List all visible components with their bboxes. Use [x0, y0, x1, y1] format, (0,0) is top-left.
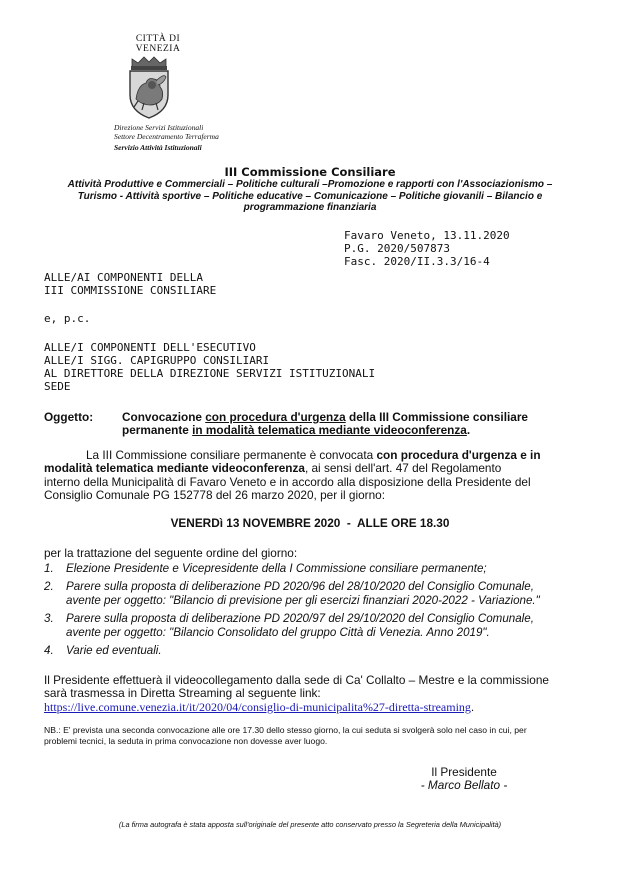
city-line-1: CITTÀ DI — [135, 34, 181, 44]
protocol-number: P.G. 2020/507873 — [344, 242, 450, 255]
direction-line: Direzione Servizi Istituzionali — [114, 123, 204, 132]
meeting-date: VENERDì 13 NOVEMBRE 2020 - ALLE ORE 18.30 — [170, 516, 450, 530]
subject-label: Oggetto: — [44, 410, 94, 424]
agenda-item — [44, 562, 596, 575]
para-line-4: Consiglio Comunale PG 152778 del 26 marzo 2020, per il giorno: — [44, 488, 386, 503]
nb-line-1: NB.: E' prevista una seconda convocazione alle ore 17.30 dello stesso giorno, la cui seduta si svolgerà solo nel caso in cui, per — [44, 725, 527, 735]
streaming-link[interactable]: https://live.comune.venezia.it/it/2020/04/consiglio-di-municipalita%27-diretta-streaming — [44, 699, 471, 714]
para-line-1 — [44, 449, 580, 462]
agenda-number: 4. — [44, 644, 54, 658]
agenda-line: avente per oggetto: "Bilancio Consolidato del gruppo Città di Venezia. Anno 2019". — [66, 625, 490, 639]
signature-name: - Marco Bellato - — [420, 778, 508, 793]
subtitle-line-1: Attività Produttive e Commerciali – Politiche culturali –Promozione e rapporti con l'Associazionismo – — [67, 179, 553, 190]
footer-note: (La firma autografa è stata apposta sull'originale del presente atto conservato presso la Segreteria della Municipalità) — [118, 820, 502, 829]
sector-line: Settore Decentramento Terraferma — [114, 131, 219, 141]
protocol-block — [344, 229, 604, 268]
recipients-cc — [44, 341, 464, 393]
streaming-line-1: Il Presidente effettuerà il videocollegamento dalla sede di Ca' Collalto – Mestre e la commissione — [44, 673, 549, 687]
signature-block — [394, 766, 534, 793]
convocation-paragraph — [44, 449, 580, 503]
commission-title: III Commissione Consiliare — [224, 165, 396, 179]
recipient-line-1: ALLE/AI COMPONENTI DELLA — [44, 271, 203, 284]
subject-telematic: in modalità telematica mediante videoconferenza — [192, 423, 467, 438]
subject-line-1 — [122, 411, 528, 424]
recipients-main — [44, 271, 444, 297]
subject-part-3: della III Commissione consiliare — [345, 410, 528, 424]
cc-line-3: AL DIRETTORE DELLA DIREZIONE SERVIZI ISTITUZIONALI — [44, 367, 376, 380]
agenda-item — [44, 612, 596, 639]
agenda-number: 3. — [44, 612, 54, 626]
subject-line-2 — [44, 424, 584, 437]
place-date: Favaro Veneto, 13.11.2020 — [344, 229, 510, 242]
para-1a: La III Commissione consiliare permanente è convocata — [86, 448, 377, 462]
streaming-line-2: sarà trasmessa in Diretta Streaming al seguente link: — [44, 686, 321, 701]
subject-line2-a: permanente — [122, 423, 193, 438]
cc-line-1: ALLE/I COMPONENTI DELL'ESECUTIVO — [44, 341, 256, 354]
agenda-item — [44, 644, 596, 658]
agenda-number: 1. — [44, 562, 54, 575]
city-line-2: VENEZIA — [135, 44, 181, 54]
para-line-3: interno della Municipalità di Favaro Veneto e in accordo alla disposizione della Presidente del — [44, 474, 531, 489]
agenda-item — [44, 580, 596, 607]
subject-line2-end: . — [466, 423, 471, 438]
nb-line-2: problemi tecnici, la seduta in prima convocazione non dovesse aver luogo. — [44, 736, 328, 746]
agenda-line: avente per oggetto: "Bilancio di previsione per gli esercizi finanziari 2020-2022 - Variazione." — [66, 593, 540, 607]
signature-role: Il Presidente — [431, 765, 497, 779]
agenda-number: 2. — [44, 580, 54, 594]
cc-line-4: SEDE — [44, 380, 71, 393]
agenda-line: Parere sulla proposta di deliberazione PD 2020/96 del 28/10/2020 del Consiglio Comunale, — [66, 580, 534, 594]
para-1b: con procedura d'urgenza e in — [376, 448, 541, 462]
letterhead-direction — [114, 124, 234, 141]
letterhead-service: Servizio Attività Istituzionali — [114, 143, 202, 152]
subtitle-line-2: Turismo - Attività sportive – Politiche educative – Comunicazione – Politiche giovanili – Bilancio e — [77, 190, 543, 202]
subject-urgency: con procedura d'urgenza — [205, 410, 346, 424]
para-1d: , ai sensi dell'art. 47 del Regolamento — [304, 461, 502, 476]
streaming-link-end: . — [470, 699, 475, 714]
file-number: Fasc. 2020/II.3.3/16-4 — [344, 255, 490, 268]
para-1c: modalità telematica mediante videoconferenza — [44, 461, 305, 476]
streaming-paragraph — [44, 674, 594, 714]
agenda-list — [44, 562, 596, 658]
cc-line-2: ALLE/I SIGG. CAPIGRUPPO CONSILIARI — [44, 354, 270, 367]
subject-part-1: Convocazione — [122, 410, 206, 424]
recipient-line-2: III COMMISSIONE CONSILIARE — [44, 284, 217, 297]
agenda-intro: per la trattazione del seguente ordine del giorno: — [44, 546, 298, 560]
cc-label: e, p.c. — [44, 312, 91, 325]
agenda-line: Parere sulla proposta di deliberazione PD 2020/97 del 29/10/2020 del Consiglio Comunale, — [66, 612, 534, 626]
venice-coat-of-arms-icon — [118, 55, 180, 121]
city-name — [118, 34, 198, 54]
streaming-link-line — [44, 701, 594, 714]
subtitle-line-3: programmazione finanziaria — [243, 202, 377, 213]
commission-subtitle — [0, 179, 620, 214]
para-line-2 — [44, 462, 580, 475]
agenda-line: Elezione Presidente e Vicepresidente della I Commissione consiliare permanente; — [66, 562, 487, 575]
subject-block — [44, 411, 584, 438]
agenda-line: Varie ed eventuali. — [66, 644, 162, 658]
nb-note — [44, 725, 604, 747]
